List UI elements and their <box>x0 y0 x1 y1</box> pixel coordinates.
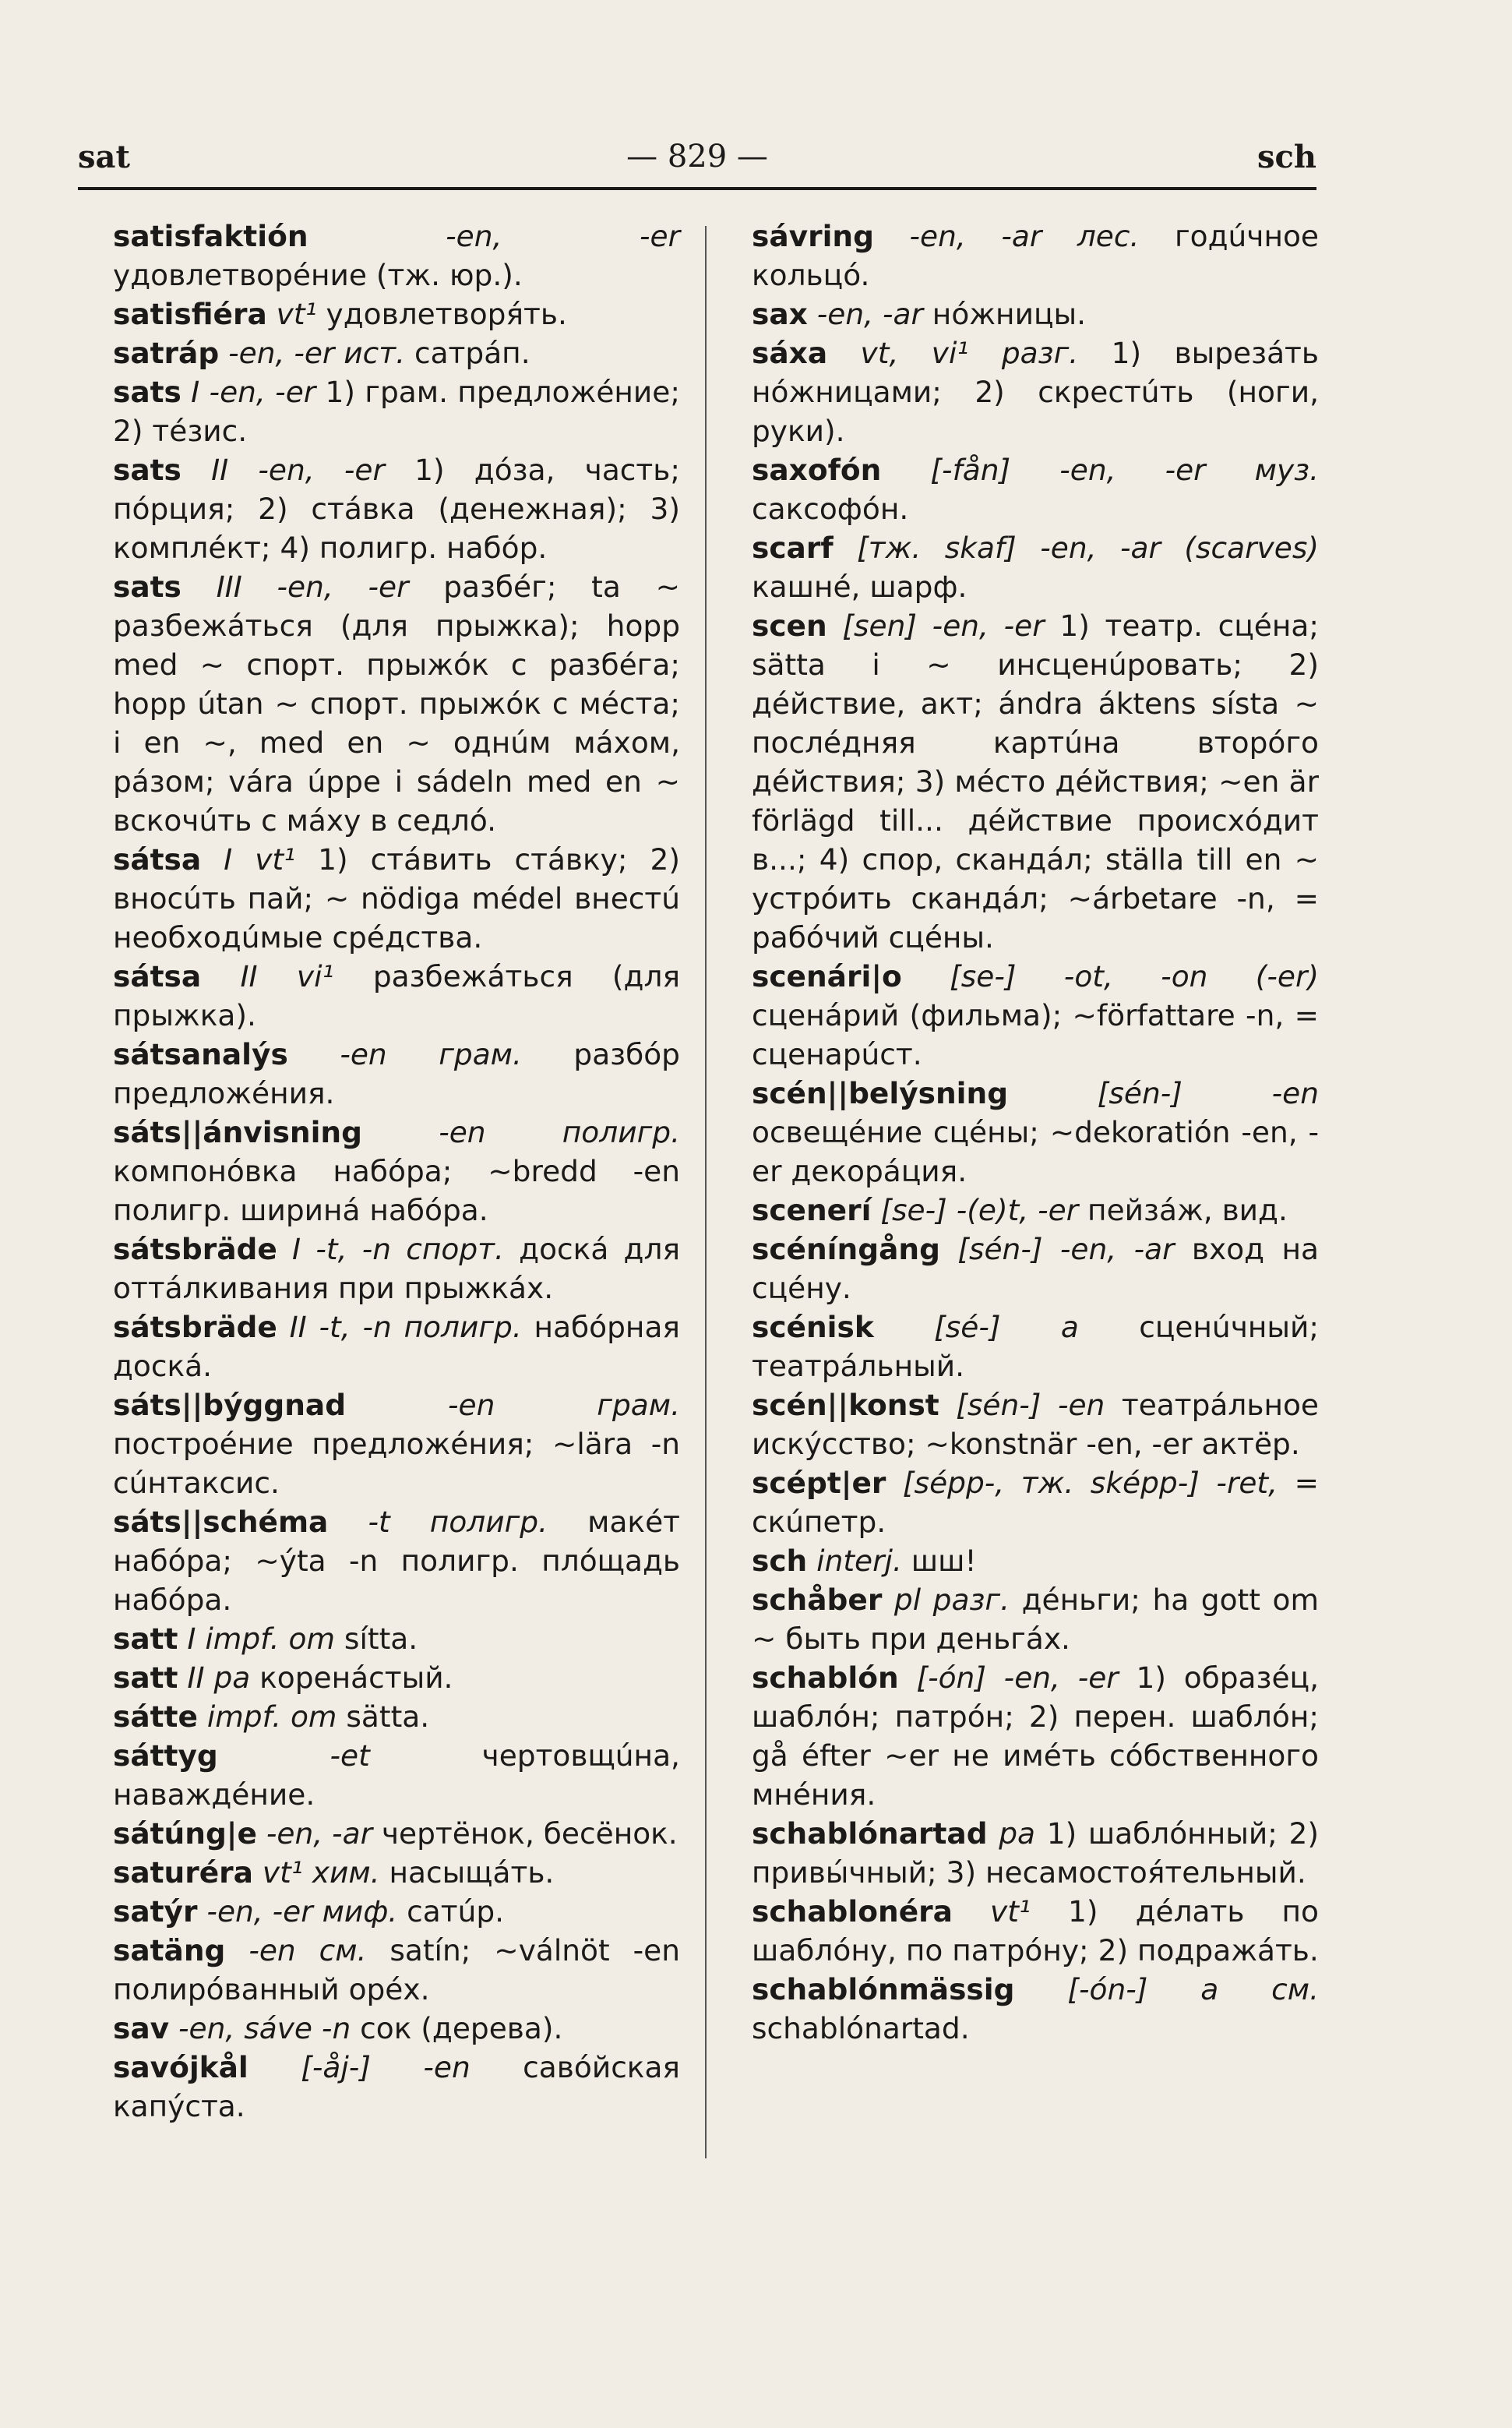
entry-headword: schablón <box>752 1660 899 1695</box>
dictionary-entry <box>113 295 680 333</box>
entry-grammar: [-ón] -en, -er <box>898 1660 1119 1695</box>
entry-translation: дéньги; ha gott om ~ быть при деньгáх. <box>752 1583 1319 1656</box>
entry-headword: scenerí <box>752 1193 872 1227</box>
entry-headword: sátsbräde <box>113 1232 277 1266</box>
entry-translation: разбежáться (для прыжка). <box>113 959 680 1032</box>
entry-grammar: -en, -er <box>308 219 680 253</box>
entry-headword: schablónmässig <box>752 1972 1015 2006</box>
dictionary-entry <box>752 606 1319 957</box>
entry-headword: sátsbräde <box>113 1310 277 1344</box>
dictionary-entry <box>752 1074 1319 1191</box>
entry-translation: пейзáж, вид. <box>1078 1193 1288 1227</box>
entry-grammar: [-åj-] -en <box>248 2050 471 2084</box>
entry-grammar: I -en, -er <box>181 375 316 409</box>
entry-grammar: pa <box>987 1816 1036 1851</box>
entry-translation: компонóвка набóра; ~bredd -en полигр. ширинá набóра. <box>113 1154 680 1227</box>
entry-headword: sáxa <box>752 336 828 370</box>
entry-translation: кашнé, шарф. <box>752 570 967 604</box>
dictionary-entry <box>752 1970 1319 2048</box>
entry-translation: шш! <box>901 1544 977 1578</box>
entry-grammar: -en, -er миф. <box>197 1894 398 1929</box>
entry-translation: сценáрий (фильма); ~författare -n, = сценарúст. <box>752 998 1319 1071</box>
entry-grammar: -en, -er ист. <box>219 336 406 370</box>
entry-headword: sax <box>752 297 808 331</box>
entry-headword: satisfiéra <box>113 297 267 331</box>
dictionary-entry <box>113 333 680 372</box>
entry-grammar: vt, vi¹ разг. <box>827 336 1079 370</box>
entry-grammar: -en, -ar <box>256 1816 372 1851</box>
entry-grammar: II -t, -n полигр. <box>277 1310 522 1344</box>
entry-headword: saturéra <box>113 1855 253 1890</box>
entry-grammar: [sén-] -en, -ar <box>939 1232 1175 1266</box>
entry-grammar: vt¹ <box>952 1894 1031 1929</box>
entry-translation: удовлетворéние (тж. юр.). <box>113 258 523 292</box>
header-left-guide-word: sat <box>78 139 130 175</box>
dictionary-entry <box>113 957 680 1035</box>
entry-translation: satín; ~válnöt -en полирóванный орéх. <box>113 1933 680 2006</box>
entry-headword: sats <box>113 375 182 409</box>
entry-translation: 1) грам. предложéние; 2) тéзис. <box>113 375 680 448</box>
entry-translation: чертовщúна, наваждéние. <box>113 1738 680 1812</box>
dictionary-entry <box>113 2048 680 2126</box>
entry-headword: sátte <box>113 1699 198 1734</box>
dictionary-entry <box>113 1385 680 1502</box>
dictionary-entry <box>113 1658 680 1697</box>
dictionary-entry <box>752 333 1319 450</box>
dictionary-entry <box>752 528 1319 606</box>
entry-grammar: -en, -ar <box>807 297 923 331</box>
entry-headword: schåber <box>752 1583 883 1617</box>
entry-grammar: [sén-] -en <box>1008 1076 1319 1110</box>
entry-headword: sátúng|e <box>113 1816 257 1851</box>
entry-headword: scenári|o <box>752 959 902 993</box>
entry-grammar: II -en, -er <box>181 453 385 487</box>
entry-headword: scénisk <box>752 1310 874 1344</box>
dictionary-entry <box>113 1308 680 1385</box>
dictionary-entry <box>113 372 680 450</box>
entry-translation: удовлетворя́ть. <box>316 297 567 331</box>
entry-translation: чертёнок, бесёнок. <box>372 1816 678 1851</box>
dictionary-entry <box>752 1308 1319 1385</box>
entry-headword: satýr <box>113 1894 198 1929</box>
entry-grammar: [se-] -ot, -on (-er) <box>901 959 1319 993</box>
entry-grammar: II pa <box>178 1660 251 1695</box>
dictionary-entry <box>752 957 1319 1074</box>
page-number: — 829 — <box>626 139 768 175</box>
dictionary-entry <box>752 1814 1319 1892</box>
left-column <box>113 217 680 2126</box>
entry-grammar: -en см. <box>225 1933 367 1967</box>
entry-headword: savójkål <box>113 2050 248 2084</box>
entry-translation: сатрáп. <box>405 336 530 370</box>
entry-translation: sítta. <box>335 1622 418 1656</box>
entry-grammar: [sén-] -en <box>939 1388 1105 1422</box>
entry-grammar: III -en, -er <box>181 570 409 604</box>
dictionary-entry <box>113 1502 680 1619</box>
entry-headword: sch <box>752 1544 808 1578</box>
entry-grammar: vt¹ <box>266 297 317 331</box>
header-right-guide-word: sch <box>1257 139 1316 175</box>
entry-headword: sats <box>113 570 182 604</box>
dictionary-entry <box>113 1697 680 1736</box>
entry-translation: 1) дéлать по шаблóну, по патрóну; 2) подражáть. <box>752 1894 1319 1967</box>
dictionary-entry <box>113 217 680 295</box>
entry-headword: satt <box>113 1622 178 1656</box>
dictionary-entry <box>113 840 680 957</box>
entry-grammar: -en грам. <box>287 1037 522 1071</box>
dictionary-entry <box>752 1463 1319 1541</box>
entry-translation: schablónartad. <box>752 2011 970 2045</box>
dictionary-entry <box>113 1892 680 1931</box>
right-column <box>752 217 1319 2048</box>
entry-translation: sätta. <box>337 1699 430 1734</box>
entry-grammar: [se-] -(e)t, -er <box>871 1193 1079 1227</box>
entry-grammar: impf. om <box>197 1699 337 1734</box>
entry-grammar: -en грам. <box>346 1388 680 1422</box>
entry-grammar: interj. <box>807 1544 902 1578</box>
entry-translation: макéт набóра; ~ýta -n полигр. плóщадь набóра. <box>113 1505 680 1617</box>
entry-translation: савóйская капýста. <box>113 2050 680 2123</box>
dictionary-entry <box>113 2009 680 2048</box>
dictionary-entry <box>113 1113 680 1230</box>
column-divider <box>705 226 707 2158</box>
entry-headword: scén||konst <box>752 1388 939 1422</box>
entry-headword: scén||belýsning <box>752 1076 1009 1110</box>
entry-headword: satisfaktión <box>113 219 308 253</box>
entry-grammar: [sépp-, тж. sképp-] -ret, = <box>886 1466 1319 1500</box>
entry-grammar: -et <box>217 1738 370 1773</box>
entry-translation: вход на сцéну. <box>752 1232 1319 1305</box>
entry-translation: 1) вырезáть нóжницами; 2) скрестúть (ноги, руки). <box>752 336 1319 448</box>
dictionary-entry <box>752 1230 1319 1308</box>
entry-grammar: [-fån] -en, -er муз. <box>881 453 1319 487</box>
dictionary-entry <box>113 1619 680 1658</box>
entry-headword: sátsanalýs <box>113 1037 288 1071</box>
entry-grammar: -en, -ar лес. <box>873 219 1140 253</box>
entry-grammar: [тж. skaf] -en, -ar (scarves) <box>833 531 1319 565</box>
entry-translation: 1) театр. сцéна; sätta i ~ инсценúровать; 2) дéйствие, акт; ándra áktens sísta ~ послéдняя картúна вторóго дéйствия; 3) мéсто дéйствия; ~en är förlägd till... дéйствие происхóдит в...; 4) спор, скандáл; ställa till en ~ устрóить скандáл; ~árbetare -n, = рабóчий сцéны. <box>752 609 1319 955</box>
entry-translation: освещéние сцéны; ~dekoratión -en, -er декорáция. <box>752 1115 1319 1188</box>
entry-headword: scéníngång <box>752 1232 940 1266</box>
entry-translation: 1) образéц, шаблóн; патрóн; 2) перен. шаблóн; gå éfter ~er не имéть сóбственного мнéния. <box>752 1660 1319 1812</box>
dictionary-entry <box>113 567 680 840</box>
entry-grammar: pl разг. <box>882 1583 1010 1617</box>
entry-headword: sávring <box>752 219 874 253</box>
entry-grammar: -t полигр. <box>328 1505 548 1539</box>
entry-headword: schablonéra <box>752 1894 953 1929</box>
dictionary-entry <box>113 1230 680 1308</box>
entry-headword: sats <box>113 453 182 487</box>
dictionary-entry <box>113 450 680 567</box>
entry-headword: sáts||býggnad <box>113 1388 347 1422</box>
entry-headword: satráp <box>113 336 220 370</box>
entry-translation: разбéг; ta ~ разбежáться (для прыжка); hopp med ~ спорт. прыжóк с разбéга; hopp útan ~ спорт. прыжóк с мéста; i en ~, med en ~ однúм мáхом, рáзом; vára úppe i sádeln med en ~ вскочúть с мáху в седлó. <box>113 570 680 838</box>
entry-headword: sátsa <box>113 959 202 993</box>
entry-headword: scépt|er <box>752 1466 886 1500</box>
dictionary-entry <box>752 450 1319 528</box>
entry-translation: саксофóн. <box>752 492 909 526</box>
entry-translation: 1) стáвить стáвку; 2) вносúть пай; ~ nödiga médel внестú необходúмые срéдства. <box>113 842 680 955</box>
entry-grammar: [sé-] a <box>873 1310 1079 1344</box>
entry-translation: сатúр. <box>397 1894 505 1929</box>
entry-headword: schablónartad <box>752 1816 988 1851</box>
entry-headword: sav <box>113 2011 170 2045</box>
dictionary-entry <box>113 1931 680 2009</box>
page-header <box>78 139 1316 185</box>
entry-grammar: I vt¹ <box>201 842 296 877</box>
dictionary-entry <box>752 1658 1319 1814</box>
dictionary-entry <box>113 1814 680 1853</box>
entry-translation: коренáстый. <box>250 1660 453 1695</box>
entry-headword: sáts||schéma <box>113 1505 329 1539</box>
entry-translation: сценúчный; театрáльный. <box>752 1310 1319 1383</box>
dictionary-entry <box>752 1580 1319 1658</box>
entry-translation: разбóр предложéния. <box>113 1037 680 1110</box>
entry-headword: sáttyg <box>113 1738 218 1773</box>
entry-grammar: I impf. om <box>178 1622 335 1656</box>
entry-grammar: [-ón-] a см. <box>1014 1972 1319 2006</box>
entry-grammar: [sen] -en, -er <box>826 609 1045 643</box>
entry-grammar: II vi¹ <box>201 959 334 993</box>
entry-translation: набóрная доскá. <box>113 1310 680 1383</box>
dictionary-entry <box>752 1191 1319 1230</box>
dictionary-entry <box>752 1385 1319 1463</box>
entry-grammar: -en полигр. <box>361 1115 680 1149</box>
entry-translation: насыщáть. <box>379 1855 555 1890</box>
entry-headword: scen <box>752 609 827 643</box>
entry-headword: satäng <box>113 1933 226 1967</box>
entry-translation: построéние предложéния; ~lära -n сúнтаксис. <box>113 1427 680 1500</box>
entry-headword: saxofón <box>752 453 882 487</box>
dictionary-entry <box>113 1035 680 1113</box>
dictionary-entry <box>752 295 1319 333</box>
dictionary-entry <box>113 1853 680 1892</box>
entry-translation: 1) шаблóнный; 2) привы́чный; 3) несамостоя́тельный. <box>752 1816 1319 1890</box>
entry-translation: годúчное кольцó. <box>752 219 1319 292</box>
entry-translation: доскá для оттáлкивания при прыжкáх. <box>113 1232 680 1305</box>
entry-translation: театрáльное искýсство; ~konstnär -en, -er актёр. <box>752 1388 1319 1461</box>
entry-headword: satt <box>113 1660 178 1695</box>
entry-headword: scarf <box>752 531 834 565</box>
entry-translation: нóжницы. <box>922 297 1086 331</box>
entry-translation: 1) дóза, часть; пóрция; 2) стáвка (денежная); 3) комплéкт; 4) полигр. набóр. <box>113 453 680 565</box>
entry-translation: сок (дерева). <box>351 2011 563 2045</box>
entry-headword: sátsa <box>113 842 202 877</box>
entry-headword: sáts||ánvisning <box>113 1115 362 1149</box>
header-rule <box>78 187 1316 190</box>
entry-grammar: I -t, -n спорт. <box>277 1232 504 1266</box>
dictionary-entry <box>752 1892 1319 1970</box>
dictionary-entry <box>752 1541 1319 1580</box>
entry-translation: скúпетр. <box>752 1505 886 1539</box>
dictionary-entry <box>113 1736 680 1814</box>
entry-grammar: -en, sáve -n <box>169 2011 351 2045</box>
dictionary-entry <box>752 217 1319 295</box>
entry-grammar: vt¹ хим. <box>252 1855 380 1890</box>
